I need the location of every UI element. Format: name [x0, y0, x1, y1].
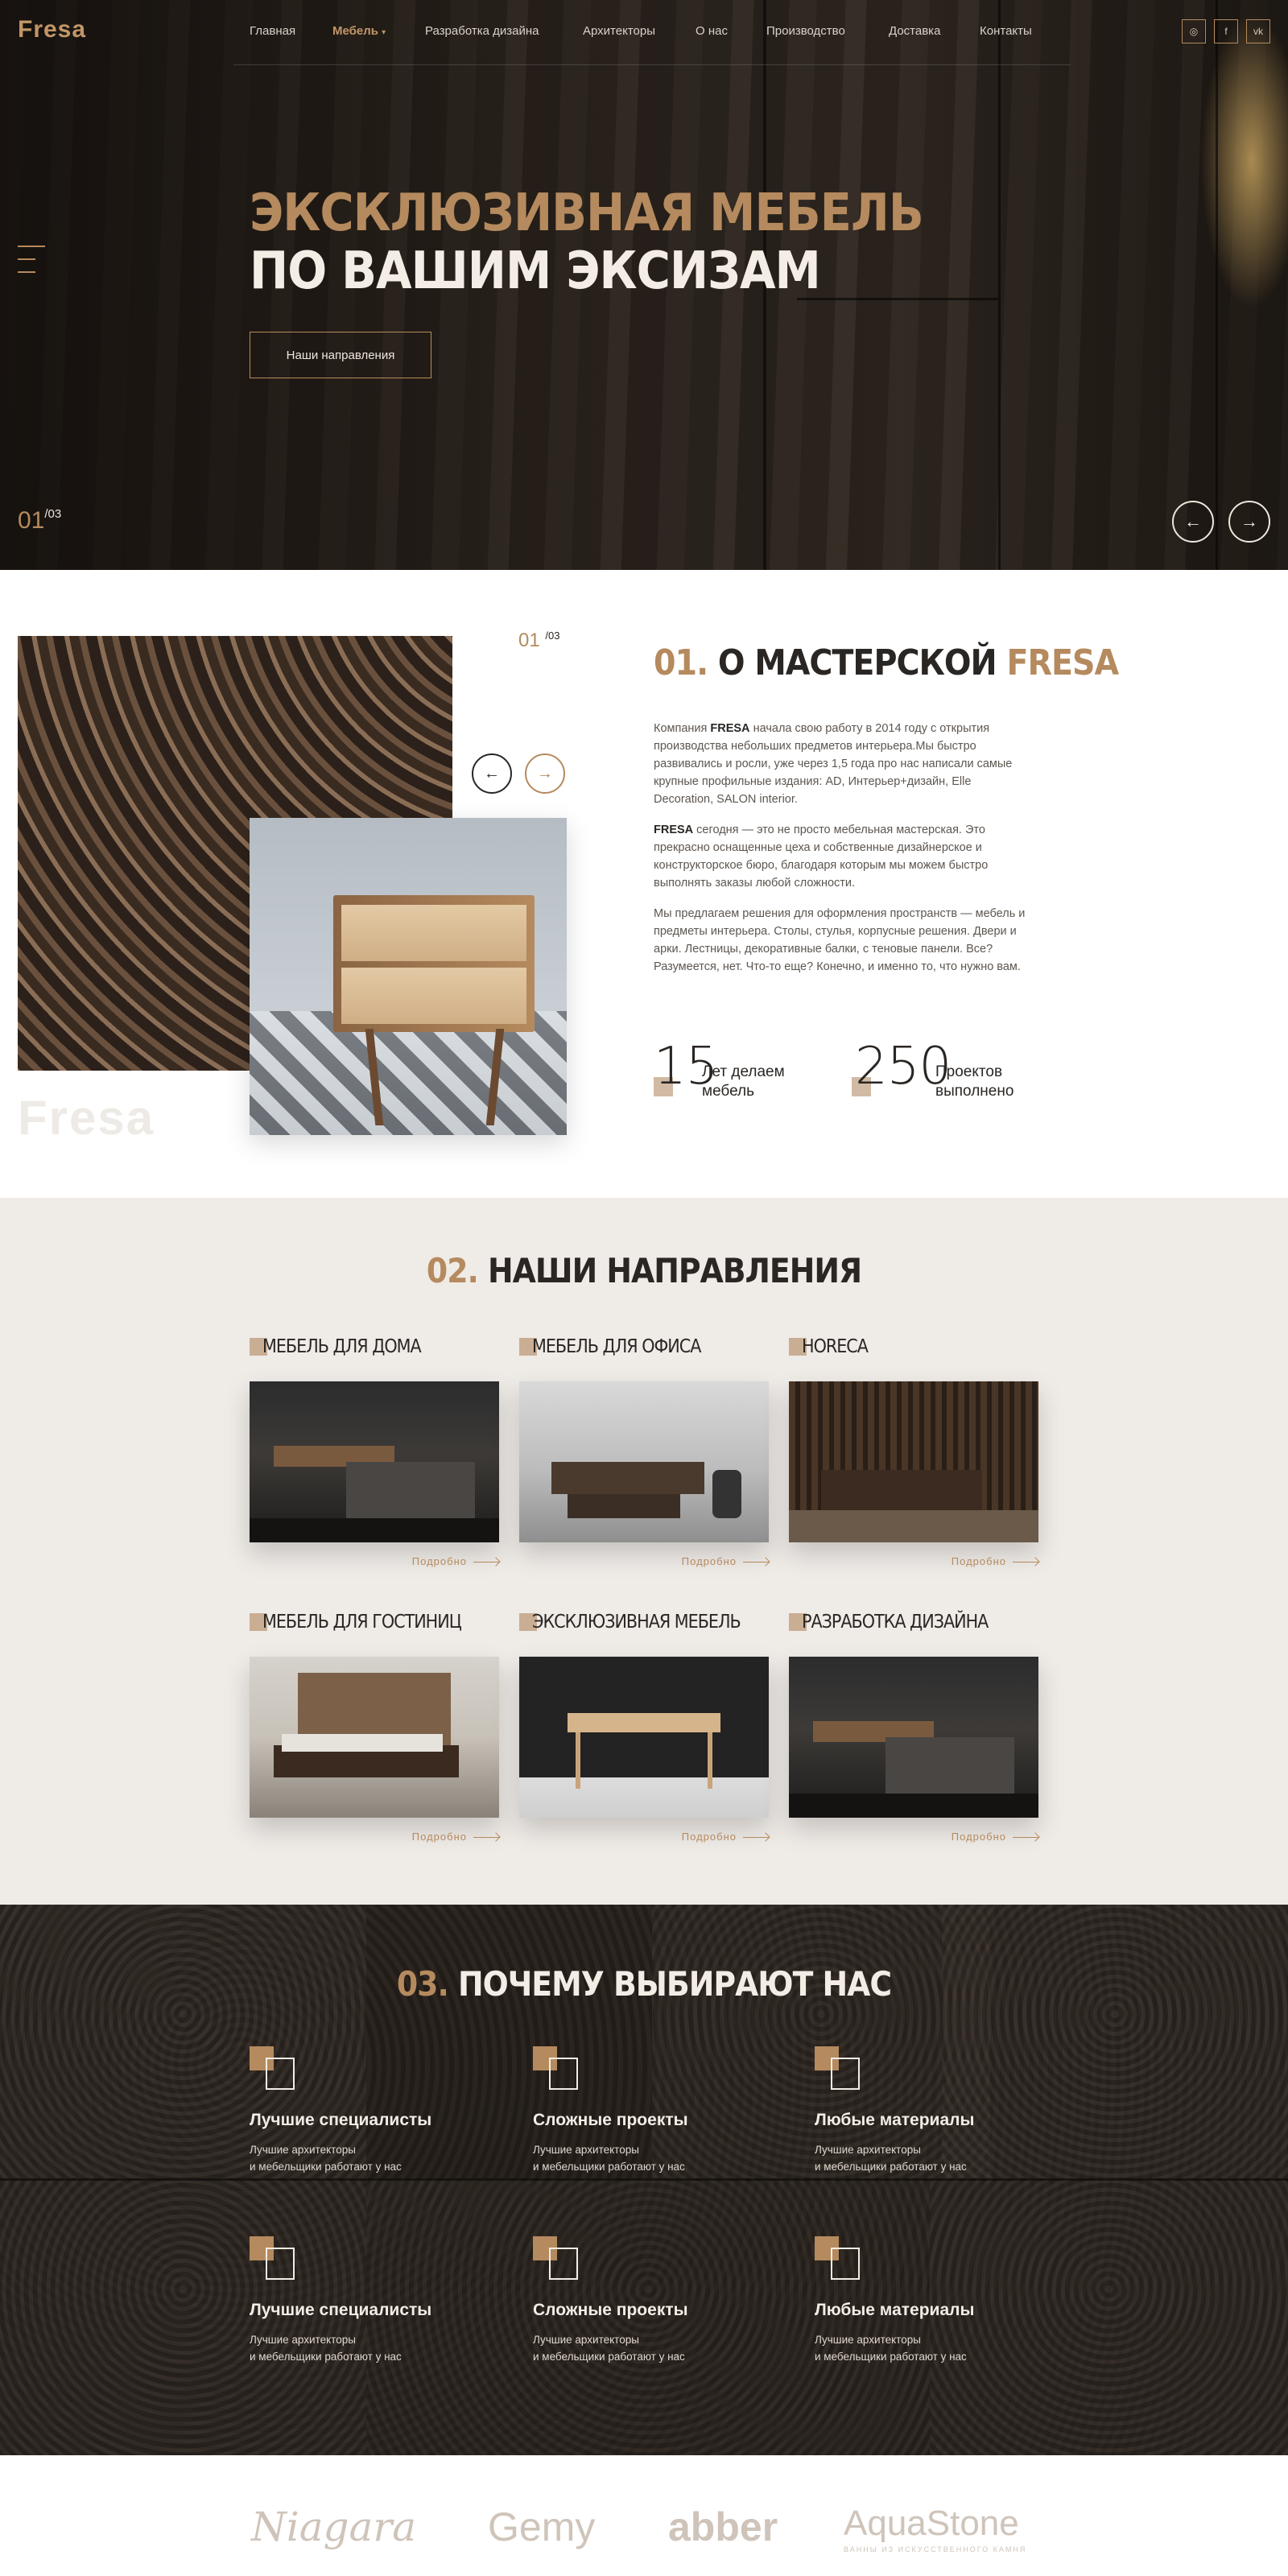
nav-item-furniture[interactable] — [332, 24, 425, 38]
slide-current: 01 — [18, 507, 45, 534]
arrow-right-icon — [743, 1837, 769, 1838]
slide-total: /03 — [44, 507, 62, 521]
stat-value: 15 — [654, 1037, 718, 1096]
partners-section — [0, 2455, 1288, 2576]
office-image — [519, 1381, 769, 1542]
feature-title: Сложные проекты — [533, 2301, 688, 2319]
about-section — [0, 570, 1288, 1198]
nav-divider — [233, 64, 1071, 65]
slide-total: /03 — [545, 630, 560, 642]
nav-item-contacts[interactable]: Контакты — [980, 24, 1032, 38]
kitchen-image — [250, 1381, 499, 1542]
wood-seam — [998, 0, 1001, 570]
section-number: 03. — [396, 1964, 448, 2004]
hero-section — [0, 0, 1288, 570]
dresser-icon — [549, 2248, 578, 2280]
arrow-right-icon: → — [1241, 511, 1258, 531]
section-heading: О МАСТЕРСКОЙ — [717, 642, 997, 683]
hero-title-line1: ЭКСКЛЮЗИВНАЯ МЕБЕЛЬ — [250, 184, 923, 243]
partner-logo-niagara[interactable]: Niagara — [251, 2504, 417, 2550]
about-paragraph-2: FRESA сегодня — это не просто мебельная мастерская. Это прекрасно оснащенные цеха и собственные дизайнерское и конструкторское бюро, благодаря которым мы можем быстро выполнять заказы любой сложности. — [654, 824, 989, 890]
partner-logo-aquastone[interactable] — [844, 2504, 1026, 2553]
nav-item-about[interactable]: О нас — [696, 24, 728, 38]
nav-item-design[interactable]: Разработка дизайна — [425, 24, 539, 38]
direction-card-home[interactable] — [250, 1336, 499, 1567]
arrow-right-icon — [473, 1562, 499, 1563]
about-slide-counter — [518, 630, 559, 652]
directions-button[interactable]: Наши направления — [250, 332, 431, 378]
feature-title: Лучшие специалисты — [250, 2111, 432, 2129]
why-us-section — [0, 1905, 1288, 2455]
feature-text: Лучшие архитекторы и мебельщики работают у нас — [533, 2144, 685, 2173]
wood-seam — [797, 298, 998, 300]
partner-logo-gemy[interactable]: Gemy — [488, 2504, 596, 2549]
feature-title: Сложные проекты — [533, 2111, 688, 2129]
direction-card-hotels[interactable] — [250, 1612, 499, 1843]
more-link[interactable]: Подробно — [682, 1555, 769, 1567]
nav-item-production[interactable]: Производство — [766, 24, 845, 38]
feature-text: Лучшие архитекторы и мебельщики работают у нас — [250, 2334, 402, 2363]
directions-section — [0, 1198, 1288, 1905]
feature-text: Лучшие архитекторы и мебельщики работают у нас — [533, 2334, 685, 2363]
dresser-icon — [549, 2058, 578, 2090]
nightstand-image — [250, 818, 567, 1135]
arrow-right-icon: → — [537, 764, 553, 782]
vk-icon[interactable]: vk — [1246, 19, 1270, 43]
stat-label: Лет делаем мебель — [702, 1063, 785, 1100]
stat-label: Проектов выполнено — [935, 1063, 1014, 1100]
partner-logo-abber[interactable]: abber — [668, 2504, 778, 2549]
blueprint-icon — [266, 2058, 295, 2090]
site-logo[interactable]: Fresa — [18, 16, 87, 43]
nav-item-label: Мебель — [332, 24, 378, 38]
direction-card-office[interactable] — [519, 1336, 769, 1567]
feature-text: Лучшие архитекторы и мебельщики работают у нас — [815, 2144, 967, 2173]
slide-current: 01 — [518, 630, 540, 651]
wood-texture-icon — [831, 2248, 860, 2280]
about-paragraph-1: Компания FRESA начала свою работу в 2014 году с открытия производства небольших предметов интерьера.Мы быстро развивались и росли, уже через 1,5 года про нас написали самые крупные профильные издания: AD, Интерьер+дизайн, Elle Decoration, SALON interior. — [654, 722, 1013, 806]
feature-title: Любые материалы — [815, 2111, 975, 2129]
feature-title: Любые материалы — [815, 2301, 975, 2319]
directions-title — [0, 1251, 1288, 1290]
arrow-left-icon: ← — [484, 764, 500, 782]
card-label: МЕБЕЛЬ ДЛЯ ОФИСА — [532, 1336, 701, 1357]
instagram-icon[interactable]: ◎ — [1182, 19, 1206, 43]
lobby-image — [789, 1381, 1038, 1542]
more-link[interactable]: Подробно — [682, 1831, 769, 1843]
card-label: МЕБЕЛЬ ДЛЯ ГОСТИНИЦ — [262, 1612, 461, 1633]
arrow-right-icon — [1013, 1837, 1038, 1838]
nav-item-architects[interactable]: Архитекторы — [583, 24, 655, 38]
about-paragraph-3: Мы предлагаем решения для оформления пространств — мебель и предметы интерьера. Столы, стулья, корпусные решения. Двери и арки. Лестницы, декоративные балки, с теновые панели. Все? Разумеется, нет. Что-то еще? Конечно, и именно то, что нужно вам. — [654, 907, 1026, 973]
wood-seam — [1216, 0, 1218, 570]
card-label: РАЗРАБОТКА ДИЗАЙНА — [802, 1612, 989, 1633]
about-next-button[interactable] — [525, 753, 565, 794]
drawer-bottom — [341, 968, 526, 1024]
main-nav — [250, 24, 1052, 38]
arrow-right-icon — [473, 1837, 499, 1838]
more-link[interactable]: Подробно — [412, 1831, 499, 1843]
card-label: HORECA — [802, 1336, 868, 1357]
feature-title: Лучшие специалисты — [250, 2301, 432, 2319]
hero-next-button[interactable] — [1228, 501, 1270, 543]
card-label: ЭКСКЛЮЗИВНАЯ МЕБЕЛЬ — [532, 1612, 741, 1633]
menu-lines-icon[interactable] — [18, 246, 45, 284]
desk-image — [519, 1657, 769, 1818]
direction-card-exclusive[interactable] — [519, 1612, 769, 1843]
slide-counter — [18, 507, 61, 535]
more-link[interactable]: Подробно — [412, 1555, 499, 1567]
bedroom-image — [250, 1657, 499, 1818]
wood-texture-icon — [831, 2058, 860, 2090]
section-number: 02. — [426, 1251, 478, 1290]
stat-value: 250 — [855, 1037, 952, 1096]
why-us-title — [0, 1964, 1288, 2004]
more-link[interactable]: Подробно — [952, 1555, 1038, 1567]
arrow-right-icon — [1013, 1562, 1038, 1563]
about-title — [654, 642, 1118, 683]
drawer-top — [341, 905, 526, 961]
feature-text: Лучшие архитекторы и мебельщики работают у нас — [250, 2144, 402, 2173]
more-link[interactable]: Подробно — [952, 1831, 1038, 1843]
logo-name: AquaStone — [844, 2504, 1019, 2543]
facebook-icon[interactable]: f — [1214, 19, 1238, 43]
blueprint-icon — [266, 2248, 295, 2280]
brand-name: FRESA — [1006, 642, 1119, 683]
hero-prev-button[interactable] — [1172, 501, 1214, 543]
section-number: 01. — [654, 642, 708, 683]
section-heading: ПОЧЕМУ ВЫБИРАЮТ НАС — [457, 1964, 892, 2004]
direction-card-horeca[interactable] — [789, 1336, 1038, 1567]
feature-text: Лучшие архитекторы и мебельщики работают у нас — [815, 2334, 967, 2363]
kitchen-image — [789, 1657, 1038, 1818]
logo-subtitle: ВАННЫ ИЗ ИСКУССТВЕННОГО КАМНЯ — [844, 2545, 1027, 2553]
section-heading: НАШИ НАПРАВЛЕНИЯ — [488, 1251, 862, 1290]
arrow-left-icon: ← — [1184, 511, 1202, 531]
chevron-down-icon: ▾ — [382, 28, 386, 37]
hero-title-line2: ПО ВАШИМ ЭКСИЗАМ — [250, 242, 820, 301]
arrow-right-icon — [743, 1562, 769, 1563]
direction-card-design[interactable] — [789, 1612, 1038, 1843]
nav-item-home[interactable]: Главная — [250, 24, 296, 38]
brand-watermark: Fresa — [18, 1091, 155, 1145]
card-label: МЕБЕЛЬ ДЛЯ ДОМА — [262, 1336, 421, 1357]
about-prev-button[interactable] — [472, 753, 512, 794]
nav-item-delivery[interactable]: Доставка — [889, 24, 941, 38]
